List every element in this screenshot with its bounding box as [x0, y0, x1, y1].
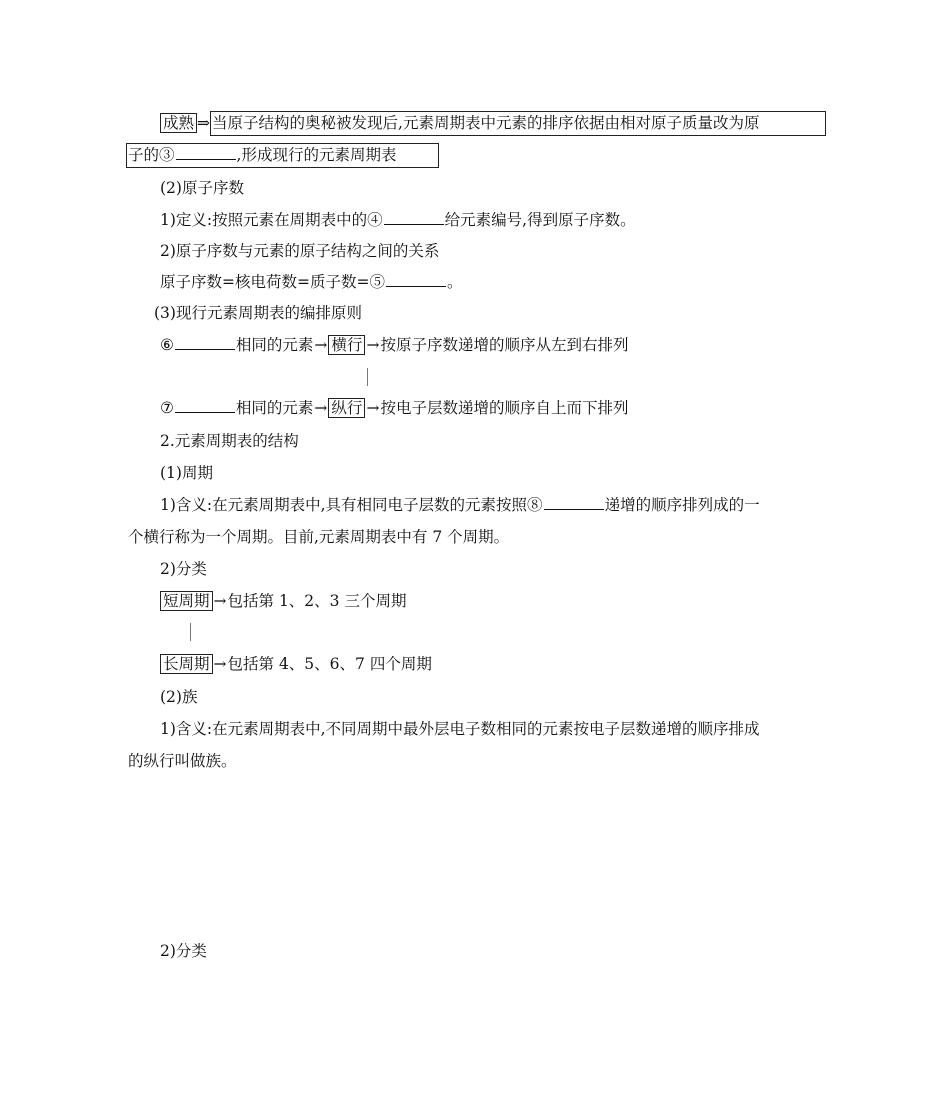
statement-text-a: 当原子结构的奥秘被发现后,元素周期表中元素的排序依据由相对原子质量改为原: [212, 114, 760, 132]
implies-arrow: ⇒: [197, 114, 211, 132]
arrow-right-icon: →: [366, 399, 380, 417]
blank-5[interactable]: [386, 272, 446, 287]
group-heading: (2)族: [160, 688, 198, 706]
atomic-number-heading: (2)原子序数: [160, 179, 244, 197]
row1-end: 按原子序数递增的顺序从左到右排列: [380, 336, 629, 354]
period-classify: 2)分类: [160, 560, 207, 578]
connector-line: [190, 623, 191, 641]
blank-3[interactable]: [176, 145, 236, 160]
def-text-b: 给元素编号,得到原子序数。: [444, 211, 636, 229]
arrow-right-icon: →: [314, 336, 328, 354]
arrow-right-icon: →: [314, 399, 328, 417]
mature-label: 成熟: [160, 113, 197, 133]
arrow-right-icon: →: [366, 336, 380, 354]
principles-heading: (3)现行元素周期表的编排原则: [154, 304, 362, 322]
blank-4[interactable]: [384, 210, 444, 225]
equation-text: 原子序数=核电荷数=质子数=⑤: [160, 273, 385, 291]
period-definition-2: 个横行称为一个周期。目前,元素周期表中有 7 个周期。: [128, 528, 510, 546]
group-definition-1: 1)含义:在元素周期表中,不同周期中最外层电子数相同的元素按电子层数递增的顺序排成: [160, 720, 760, 738]
short-period-text: 包括第 1、2、3 三个周期: [227, 592, 407, 610]
long-period-box: 长周期: [160, 654, 213, 674]
short-period-row: [160, 591, 406, 611]
row2-end: 按电子层数递增的顺序自上而下排列: [380, 399, 629, 417]
statement-text-b: 子的③: [128, 146, 175, 164]
group-definition-2: 的纵行叫做族。: [128, 752, 237, 770]
row2-mid: 相同的元素: [235, 399, 314, 417]
atomic-number-relation: 2)原子序数与元素的原子结构之间的关系: [160, 242, 440, 260]
connector-line: [367, 368, 368, 386]
row1-mid: 相同的元素: [235, 336, 314, 354]
blank-8[interactable]: [544, 495, 604, 510]
column-box: 纵行: [328, 398, 365, 418]
period-definition-1: [160, 495, 760, 515]
num-6: ⑥: [160, 336, 174, 354]
short-period-box: 短周期: [160, 591, 213, 611]
def-text-a: 1)定义:按照元素在周期表中的④: [160, 211, 383, 229]
blank-6[interactable]: [175, 335, 235, 350]
arrow-right-icon: →: [213, 655, 227, 673]
principle-row-2: [160, 398, 628, 418]
blank-7[interactable]: [175, 398, 235, 413]
long-period-row: [160, 654, 432, 674]
row-box: 横行: [328, 335, 365, 355]
atomic-number-definition: [160, 210, 636, 230]
num-7: ⑦: [160, 399, 174, 417]
principle-row-1: [160, 335, 628, 355]
structure-heading: 2.元素周期表的结构: [160, 432, 299, 450]
statement-text-c: ,形成现行的元素周期表: [236, 146, 397, 164]
long-period-text: 包括第 4、5、6、7 四个周期: [227, 655, 432, 673]
group-classify: 2)分类: [160, 942, 207, 960]
period-def-a: 1)含义:在元素周期表中,具有相同电子层数的元素按照⑧: [160, 496, 543, 514]
statement-line-2: [128, 145, 396, 165]
arrow-right-icon: →: [213, 592, 227, 610]
period-def-b: 递增的顺序排列成的一: [604, 496, 760, 514]
atomic-number-equation: [160, 272, 462, 292]
statement-line-1: [160, 113, 759, 133]
period-heading: (1)周期: [160, 464, 213, 482]
equation-end: 。: [446, 273, 463, 291]
